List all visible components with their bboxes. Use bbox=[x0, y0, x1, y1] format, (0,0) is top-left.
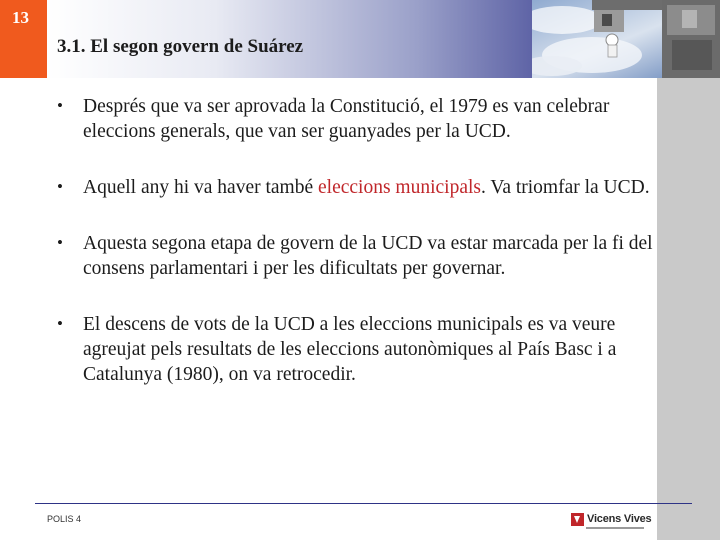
footer-divider bbox=[35, 503, 692, 504]
bullet-symbol: • bbox=[57, 96, 63, 115]
bullet-text: Després que va ser aprovada la Constitució, el 1979 es van celebrar eleccions generals, que van ser guanyades per la UCD. bbox=[83, 96, 610, 142]
bullet-item bbox=[57, 94, 657, 144]
bullet-item bbox=[57, 312, 657, 387]
bullet-text-after: . Va triomfar la UCD. bbox=[481, 177, 650, 198]
bullet-list bbox=[57, 94, 657, 418]
slide-number-badge bbox=[0, 0, 47, 78]
bullet-text-before: Aquell any hi va haver també bbox=[83, 177, 318, 198]
vicens-vives-logo-icon bbox=[571, 513, 584, 526]
bullet-symbol: • bbox=[57, 314, 63, 333]
side-strip bbox=[657, 78, 720, 540]
slide-title: 3.1. El segon govern de Suárez bbox=[57, 36, 304, 57]
header-photo bbox=[532, 0, 720, 78]
logo-underline bbox=[586, 527, 644, 529]
bullet-symbol: • bbox=[57, 177, 63, 196]
astronaut-photo-icon bbox=[532, 0, 720, 78]
highlighted-term: eleccions municipals bbox=[318, 177, 481, 198]
publisher-name: Vicens Vives bbox=[587, 513, 652, 525]
bullet-symbol: • bbox=[57, 233, 63, 252]
footer-book-title: POLIS 4 bbox=[47, 514, 82, 524]
bullet-item bbox=[57, 231, 657, 281]
slide-number: 13 bbox=[12, 8, 29, 27]
bullet-text: Aquesta segona etapa de govern de la UCD va estar marcada per la fi del consens parlamentari i per les dificultats per governar. bbox=[83, 233, 653, 279]
publisher-logo bbox=[571, 510, 651, 528]
bullet-item bbox=[57, 175, 657, 200]
bullet-text: El descens de vots de la UCD a les eleccions municipals es va veure agreujat pels resultats de les eleccions autonòmiques al País Basc i a Catalunya (1980), on va retrocedir. bbox=[83, 314, 617, 385]
